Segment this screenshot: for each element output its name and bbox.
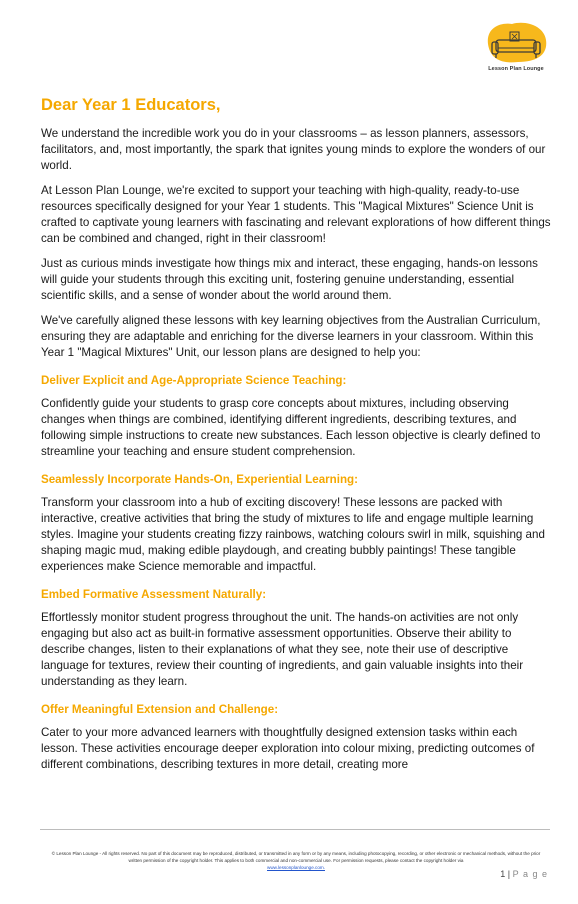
section-heading-extension: Offer Meaningful Extension and Challenge:	[41, 703, 279, 716]
intro-paragraph-1: We understand the incredible work you do in your classrooms – as lesson planners, assessors, facilitators, and, most importantly, the spark that ignites young minds to explore the wonders of our world.	[41, 127, 546, 172]
intro-paragraph-2: At Lesson Plan Lounge, we're excited to support your teaching with high-quality, ready-to-use resources specifically designed for your Year 1 students. This "Magical Mixtures" Science Unit is crafted to captivate young learners with fascinating and relevant explorations of how different things can be combined and changed, right in their classroom!	[41, 184, 551, 245]
greeting-heading: Dear Year 1 Educators,	[41, 96, 221, 114]
page-number	[500, 869, 548, 879]
letter-body	[41, 96, 551, 782]
intro-paragraph-4: We've carefully aligned these lessons with key learning objectives from the Australian Curriculum, ensuring they are adaptable and enriching for the diverse learners in your classroom. Within this Year 1 "Magical Mixtures" Unit, our lesson plans are designed to help you:	[41, 314, 541, 359]
section-heading-formative-assessment: Embed Formative Assessment Naturally:	[41, 588, 267, 601]
logo-text: Lesson Plan Lounge	[488, 66, 544, 72]
brand-logo	[482, 20, 550, 76]
footer-copyright	[46, 850, 546, 871]
copyright-text: © Lesson Plan Lounge - All rights reserved. No part of this document may be reproduced, distributed, or transmitted in any form or by any means, including photocopying, recording, or other electronic or mechanical methods, without the prior written permission of the copyright holder. This applies to both commercial and non-commercial use. For permission requests, please contact the copyright holder via	[51, 851, 541, 863]
section-body-extension: Cater to your more advanced learners with thoughtfully designed extension tasks within each lesson. These activities encourage deeper exploration into colour mixing, predicting outcomes of different combinations, describing textures in more detail, creating more	[41, 726, 535, 771]
section-body-explicit-teaching: Confidently guide your students to grasp core concepts about mixtures, including observing changes when things are combined, identifying different ingredients, describing textures, and following simple instructions to create new substances. Each lesson objective is clearly defined to streamline your teaching and ensure student comprehension.	[41, 397, 541, 458]
page-number-value: 1	[500, 869, 506, 879]
footer-divider	[40, 829, 550, 830]
website-link[interactable]: www.lessonplanlounge.com.	[267, 865, 325, 870]
sofa-logo-icon	[482, 20, 550, 66]
page-number-separator: |	[505, 869, 513, 879]
page-label: P a g e	[512, 869, 548, 879]
section-heading-explicit-teaching: Deliver Explicit and Age-Appropriate Science Teaching:	[41, 374, 347, 387]
intro-paragraph-3: Just as curious minds investigate how things mix and interact, these engaging, hands-on lessons will guide your students through this exciting unit, fostering genuine understanding, essential scientific skills, and a sense of wonder about the world around them.	[41, 257, 538, 302]
section-heading-hands-on-learning: Seamlessly Incorporate Hands-On, Experiential Learning:	[41, 473, 358, 486]
section-body-formative-assessment: Effortlessly monitor student progress throughout the unit. The hands-on activities are not only engaging but also act as built-in formative assessment opportunities. Observe their ability to describe changes, listen to their explanations of what they see, note their use of descriptive language for textures, review their counting of ingredients, and gain valuable insights into their understanding as they learn.	[41, 611, 524, 688]
section-body-hands-on-learning: Transform your classroom into a hub of exciting discovery! These lessons are packed with interactive, creative activities that bring the study of mixtures to life and engage multiple learning styles. Imagine your students creating fizzy rainbows, watching colours swirl in milk, squishing and shaping magic mud, making edible playdough, and creating bubbly paintings! These tangible experiences make Science memorable and impactful.	[41, 496, 545, 573]
